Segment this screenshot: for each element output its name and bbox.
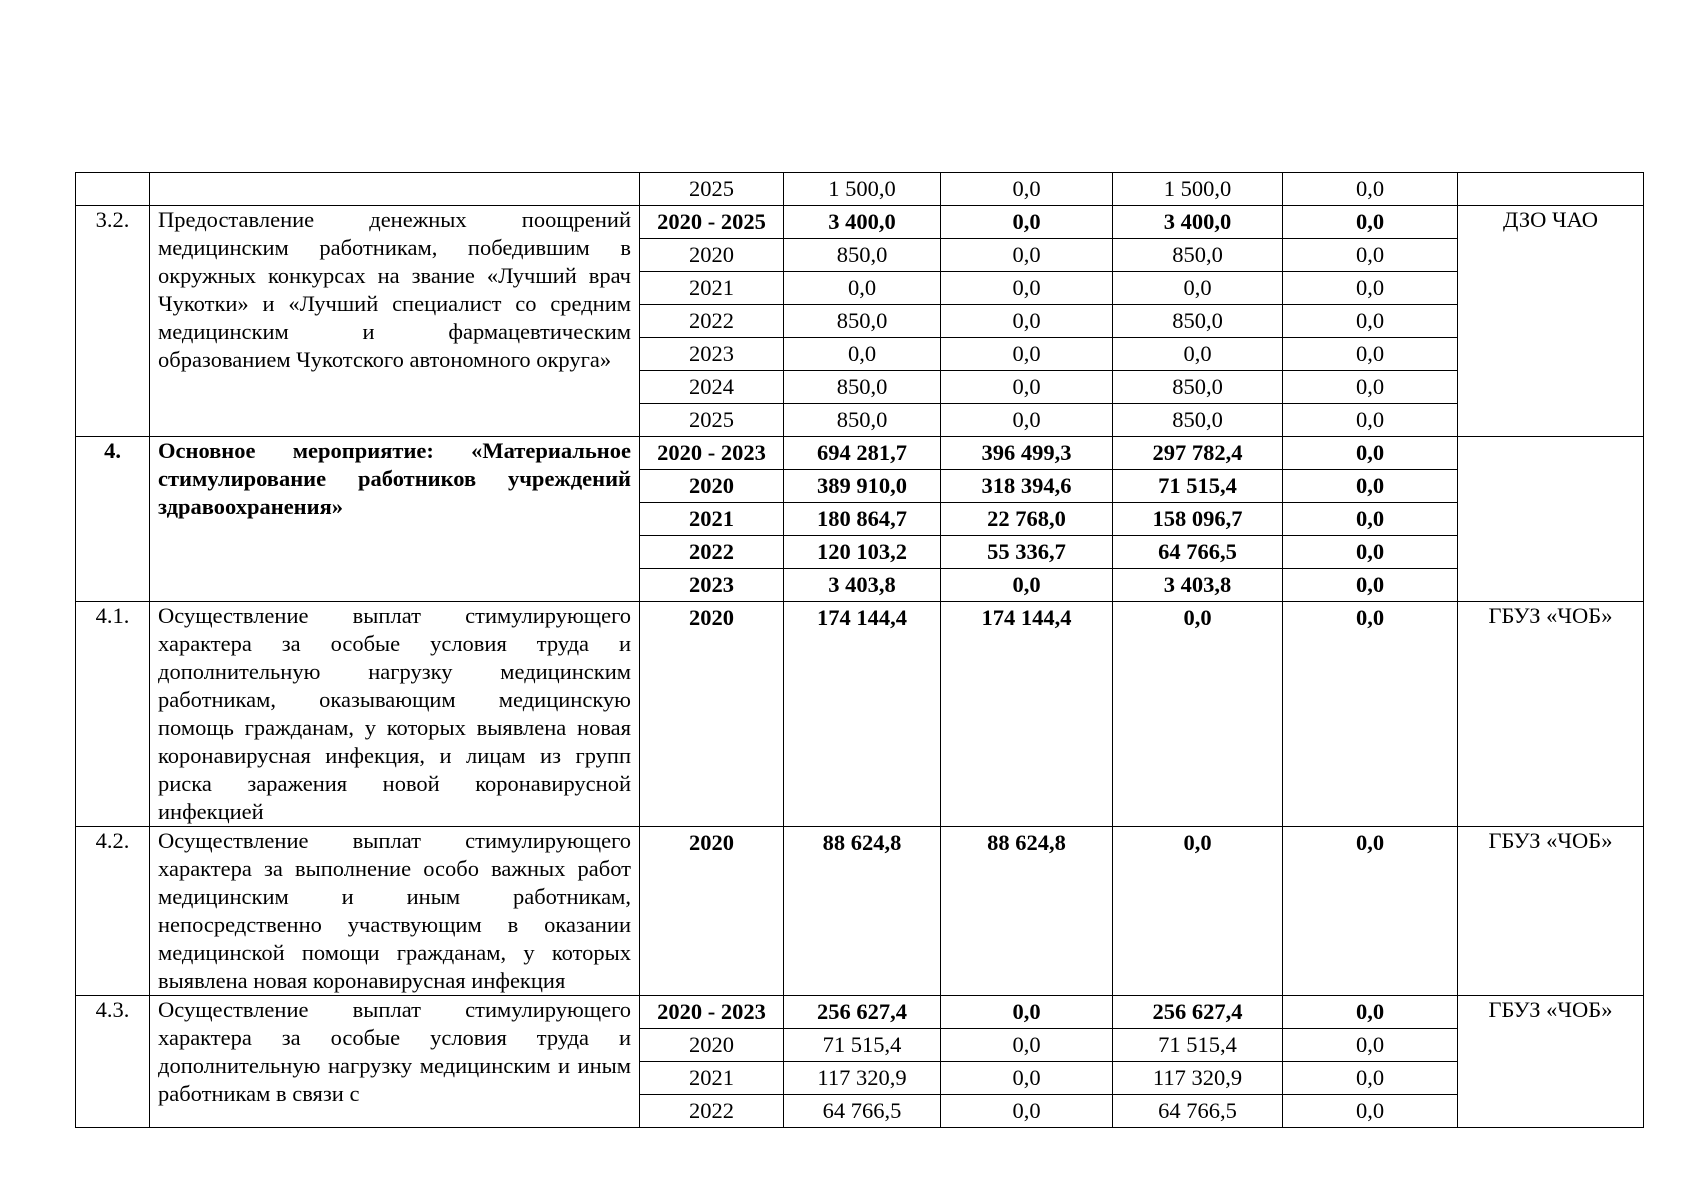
regional-cell: 3 400,0	[1113, 206, 1283, 239]
other-cell: 0,0	[1283, 1095, 1458, 1128]
other-cell: 0,0	[1283, 536, 1458, 569]
total-cell: 256 627,4	[784, 996, 941, 1029]
federal-cell: 0,0	[941, 569, 1113, 602]
federal-cell: 22 768,0	[941, 503, 1113, 536]
other-cell: 0,0	[1283, 1029, 1458, 1062]
other-cell: 0,0	[1283, 272, 1458, 305]
total-cell: 850,0	[784, 305, 941, 338]
federal-cell: 0,0	[941, 996, 1113, 1029]
other-cell: 0,0	[1283, 173, 1458, 206]
total-cell: 71 515,4	[784, 1029, 941, 1062]
other-cell: 0,0	[1283, 239, 1458, 272]
total-cell: 1 500,0	[784, 173, 941, 206]
description-cell: Осуществление выплат стимулирующего характера за выполнение особо важных работ медицинским и иным работникам, непосредственно участвующим в оказании медицинской помощи гражданам, у которых выявлена новая коронавирусная инфекция	[150, 827, 640, 996]
regional-cell: 297 782,4	[1113, 437, 1283, 470]
other-cell: 0,0	[1283, 371, 1458, 404]
federal-cell: 0,0	[941, 173, 1113, 206]
total-cell: 0,0	[784, 338, 941, 371]
executor-cell: ДЗО ЧАО	[1458, 206, 1644, 437]
federal-cell: 0,0	[941, 206, 1113, 239]
other-cell: 0,0	[1283, 996, 1458, 1029]
year-cell: 2020	[640, 827, 784, 996]
description-cell: Осуществление выплат стимулирующего характера за особые условия труда и дополнительную нагрузку медицинским и иным работникам в связи с	[150, 996, 640, 1128]
description-cell: Основное мероприятие: «Материальное стимулирование работников учреждений здравоохранения»	[150, 437, 640, 602]
executor-cell: ГБУЗ «ЧОБ»	[1458, 996, 1644, 1128]
description-cell	[150, 173, 640, 206]
regional-cell: 0,0	[1113, 602, 1283, 827]
year-cell: 2020 - 2023	[640, 996, 784, 1029]
item-number-cell: 4.1.	[76, 602, 150, 827]
federal-cell: 318 394,6	[941, 470, 1113, 503]
year-cell: 2020 - 2023	[640, 437, 784, 470]
total-cell: 88 624,8	[784, 827, 941, 996]
table-row	[76, 437, 1644, 470]
executor-cell: ГБУЗ «ЧОБ»	[1458, 602, 1644, 827]
other-cell: 0,0	[1283, 338, 1458, 371]
year-cell: 2021	[640, 503, 784, 536]
total-cell: 120 103,2	[784, 536, 941, 569]
executor-cell	[1458, 173, 1644, 206]
federal-cell: 55 336,7	[941, 536, 1113, 569]
regional-cell: 1 500,0	[1113, 173, 1283, 206]
regional-cell: 117 320,9	[1113, 1062, 1283, 1095]
regional-cell: 0,0	[1113, 827, 1283, 996]
table-row	[76, 996, 1644, 1029]
table-row	[76, 827, 1644, 996]
other-cell: 0,0	[1283, 305, 1458, 338]
federal-cell: 0,0	[941, 1062, 1113, 1095]
table-row	[76, 602, 1644, 827]
item-number-cell: 4.	[76, 437, 150, 602]
regional-cell: 158 096,7	[1113, 503, 1283, 536]
item-number-cell	[76, 173, 150, 206]
regional-cell: 64 766,5	[1113, 536, 1283, 569]
regional-cell: 850,0	[1113, 305, 1283, 338]
total-cell: 0,0	[784, 272, 941, 305]
total-cell: 3 403,8	[784, 569, 941, 602]
total-cell: 389 910,0	[784, 470, 941, 503]
federal-cell: 0,0	[941, 305, 1113, 338]
regional-cell: 256 627,4	[1113, 996, 1283, 1029]
year-cell: 2021	[640, 1062, 784, 1095]
other-cell: 0,0	[1283, 404, 1458, 437]
regional-cell: 850,0	[1113, 404, 1283, 437]
total-cell: 174 144,4	[784, 602, 941, 827]
executor-cell: ГБУЗ «ЧОБ»	[1458, 827, 1644, 996]
regional-cell: 71 515,4	[1113, 470, 1283, 503]
federal-cell: 0,0	[941, 1029, 1113, 1062]
federal-cell: 0,0	[941, 239, 1113, 272]
year-cell: 2021	[640, 272, 784, 305]
year-cell: 2023	[640, 338, 784, 371]
description-cell: Осуществление выплат стимулирующего характера за особые условия труда и дополнительную нагрузку медицинским работникам, оказывающим медицинскую помощь гражданам, у которых выявлена новая коронавирусная инфекция, и лицам из групп риска заражения новой коронавирусной инфекцией	[150, 602, 640, 827]
regional-cell: 64 766,5	[1113, 1095, 1283, 1128]
federal-cell: 0,0	[941, 404, 1113, 437]
item-number-cell: 4.2.	[76, 827, 150, 996]
total-cell: 850,0	[784, 371, 941, 404]
table-row	[76, 173, 1644, 206]
other-cell: 0,0	[1283, 206, 1458, 239]
other-cell: 0,0	[1283, 470, 1458, 503]
regional-cell: 0,0	[1113, 338, 1283, 371]
year-cell: 2020	[640, 1029, 784, 1062]
regional-cell: 3 403,8	[1113, 569, 1283, 602]
year-cell: 2020 - 2025	[640, 206, 784, 239]
funding-table	[75, 172, 1644, 1128]
total-cell: 850,0	[784, 239, 941, 272]
item-number-cell: 3.2.	[76, 206, 150, 437]
year-cell: 2020	[640, 470, 784, 503]
federal-cell: 0,0	[941, 272, 1113, 305]
item-number-cell: 4.3.	[76, 996, 150, 1128]
federal-cell: 88 624,8	[941, 827, 1113, 996]
total-cell: 117 320,9	[784, 1062, 941, 1095]
executor-cell	[1458, 437, 1644, 602]
year-cell: 2022	[640, 305, 784, 338]
year-cell: 2022	[640, 536, 784, 569]
year-cell: 2024	[640, 371, 784, 404]
total-cell: 3 400,0	[784, 206, 941, 239]
description-cell: Предоставление денежных поощрений медицинским работникам, победившим в окружных конкурсах на звание «Лучший врач Чукотки» и «Лучший специалист со средним медицинским и фармацевтическим образованием Чукотского автономного округа»	[150, 206, 640, 437]
other-cell: 0,0	[1283, 1062, 1458, 1095]
federal-cell: 396 499,3	[941, 437, 1113, 470]
regional-cell: 850,0	[1113, 371, 1283, 404]
year-cell: 2020	[640, 239, 784, 272]
other-cell: 0,0	[1283, 569, 1458, 602]
other-cell: 0,0	[1283, 827, 1458, 996]
year-cell: 2020	[640, 602, 784, 827]
year-cell: 2022	[640, 1095, 784, 1128]
year-cell: 2023	[640, 569, 784, 602]
other-cell: 0,0	[1283, 602, 1458, 827]
federal-cell: 174 144,4	[941, 602, 1113, 827]
total-cell: 694 281,7	[784, 437, 941, 470]
total-cell: 180 864,7	[784, 503, 941, 536]
other-cell: 0,0	[1283, 437, 1458, 470]
federal-cell: 0,0	[941, 1095, 1113, 1128]
year-cell: 2025	[640, 404, 784, 437]
total-cell: 64 766,5	[784, 1095, 941, 1128]
year-cell: 2025	[640, 173, 784, 206]
table-row	[76, 206, 1644, 239]
federal-cell: 0,0	[941, 338, 1113, 371]
other-cell: 0,0	[1283, 503, 1458, 536]
regional-cell: 850,0	[1113, 239, 1283, 272]
total-cell: 850,0	[784, 404, 941, 437]
regional-cell: 0,0	[1113, 272, 1283, 305]
federal-cell: 0,0	[941, 371, 1113, 404]
regional-cell: 71 515,4	[1113, 1029, 1283, 1062]
